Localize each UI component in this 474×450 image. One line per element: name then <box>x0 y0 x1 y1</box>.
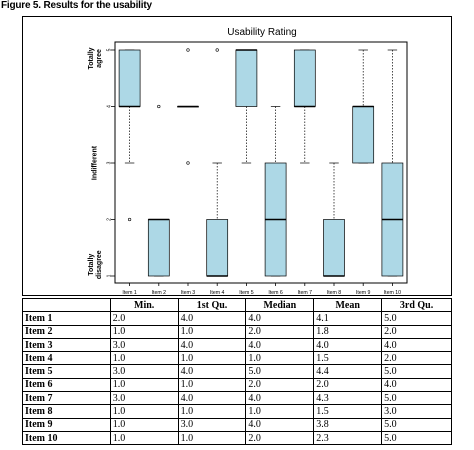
y-level-label-line: agree <box>96 49 103 68</box>
table-cell: 4.0 <box>178 365 246 378</box>
box <box>148 220 169 277</box>
table-row-label: Item 1 <box>23 312 111 325</box>
table-cell: 2.0 <box>110 312 178 325</box>
y-level-label-line: Indifferent <box>91 145 99 181</box>
table-row <box>23 378 452 391</box>
table-cell: 2.0 <box>382 325 452 338</box>
table-row <box>23 431 452 444</box>
table-cell: 4.0 <box>382 338 452 351</box>
x-tick-label: Item 5 <box>239 290 254 296</box>
table-row <box>23 405 452 418</box>
usability-boxplot <box>22 16 452 296</box>
results-table <box>22 298 452 445</box>
table-cell: 1.8 <box>314 325 382 338</box>
figure-caption: Figure 5. Results for the usability <box>1 0 152 11</box>
table-cell: 4.0 <box>382 378 452 391</box>
outlier-point <box>216 49 219 52</box>
table-cell: 1.0 <box>110 405 178 418</box>
box <box>353 107 374 164</box>
table-cell: 4.0 <box>314 338 382 351</box>
table-cell: 2.0 <box>246 378 314 391</box>
table-row-label: Item 10 <box>23 431 111 444</box>
table-cell: 5.0 <box>382 392 452 405</box>
x-tick-label: Item 8 <box>326 290 342 296</box>
results-table-wrapper <box>22 298 452 445</box>
y-label-totally-disagree <box>88 250 103 279</box>
chart-title: Usability Rating <box>227 27 297 38</box>
table-cell: 4.0 <box>246 312 314 325</box>
table-cell: 1.0 <box>178 431 246 444</box>
x-tick-label: Item 4 <box>209 290 225 296</box>
x-tick-label: Item 1 <box>122 290 137 296</box>
table-cell: 5.0 <box>382 312 452 325</box>
table-cell: 1.0 <box>110 418 178 431</box>
table-row <box>23 325 452 338</box>
table-cell: 2.0 <box>246 431 314 444</box>
y-label-indifferent <box>92 145 99 180</box>
table-cell: 4.0 <box>178 312 246 325</box>
y-tick-label: 2 <box>106 218 113 221</box>
box <box>324 220 345 277</box>
table-row-label: Item 8 <box>23 405 111 418</box>
table-cell: 1.0 <box>178 325 246 338</box>
table-cell: 1.0 <box>110 325 178 338</box>
table-row <box>23 312 452 325</box>
table-cell: 5.0 <box>382 365 452 378</box>
table-header-cell <box>23 299 111 312</box>
table-row <box>23 338 452 351</box>
table-row-label: Item 9 <box>23 418 111 431</box>
x-tick-label: Item 10 <box>383 290 402 296</box>
outlier-point <box>158 105 161 108</box>
table-cell: 5.0 <box>246 365 314 378</box>
table-row-label: Item 2 <box>23 325 111 338</box>
box <box>294 50 315 107</box>
table-cell: 2.0 <box>382 352 452 365</box>
y-tick-label: 3 <box>106 161 113 165</box>
table-cell: 3.0 <box>110 338 178 351</box>
table-cell: 4.1 <box>314 312 382 325</box>
x-tick-label: Item 7 <box>297 290 313 296</box>
table-cell: 1.0 <box>178 405 246 418</box>
y-level-label-line: disagree <box>96 250 103 280</box>
table-cell: 3.0 <box>110 365 178 378</box>
table-row-label: Item 7 <box>23 392 111 405</box>
table-cell: 4.0 <box>246 338 314 351</box>
y-tick-label: 4 <box>106 105 113 108</box>
table-body <box>23 312 452 445</box>
table-row-label: Item 5 <box>23 365 111 378</box>
table-cell: 1.0 <box>110 378 178 391</box>
x-tick-label: Item 3 <box>180 290 196 296</box>
table-cell: 4.4 <box>314 365 382 378</box>
table-cell: 3.0 <box>178 418 246 431</box>
outlier-point <box>128 218 131 221</box>
table-header-row <box>23 299 452 312</box>
table-row <box>23 418 452 431</box>
table-cell: 2.0 <box>314 378 382 391</box>
table-row <box>23 365 452 378</box>
y-label-totally-agree <box>88 47 103 69</box>
table-header-cell: Median <box>246 299 314 312</box>
table-cell: 1.0 <box>110 352 178 365</box>
table-cell: 3.8 <box>314 418 382 431</box>
table-cell: 2.0 <box>246 325 314 338</box>
y-tick-label: 5 <box>106 48 113 52</box>
table-header-cell: Min. <box>110 299 178 312</box>
x-tick-label: Item 2 <box>151 290 167 296</box>
table-cell: 4.0 <box>246 418 314 431</box>
table-cell: 3.0 <box>382 405 452 418</box>
table-cell: 4.3 <box>314 392 382 405</box>
table-cell: 1.0 <box>110 431 178 444</box>
x-tick-label: Item 6 <box>268 290 283 296</box>
table-row <box>23 392 452 405</box>
y-level-label-line: Totally <box>88 253 95 276</box>
x-tick-label: Item 9 <box>355 290 371 296</box>
table-row <box>23 352 452 365</box>
table-cell: 1.5 <box>314 352 382 365</box>
table-cell: 1.0 <box>178 352 246 365</box>
table-cell: 1.0 <box>246 405 314 418</box>
table-cell: 2.3 <box>314 431 382 444</box>
table-cell: 4.0 <box>178 392 246 405</box>
table-row-label: Item 4 <box>23 352 111 365</box>
box <box>236 50 257 107</box>
table-row-label: Item 3 <box>23 338 111 351</box>
table-cell: 1.0 <box>178 378 246 391</box>
box <box>119 50 140 107</box>
table-cell: 1.5 <box>314 405 382 418</box>
y-level-label-line: Totally <box>88 47 95 70</box>
table-row-label: Item 6 <box>23 378 111 391</box>
table-header-cell: 3rd Qu. <box>382 299 452 312</box>
table-cell: 3.0 <box>110 392 178 405</box>
y-tick-label: 1 <box>106 274 113 278</box>
outlier-point <box>187 49 190 52</box>
table-cell: 5.0 <box>382 418 452 431</box>
table-cell: 5.0 <box>382 431 452 444</box>
outlier-point <box>187 162 190 165</box>
table-header-cell: Mean <box>314 299 382 312</box>
table-cell: 1.0 <box>246 352 314 365</box>
table-cell: 4.0 <box>246 392 314 405</box>
table-header-cell: 1st Qu. <box>178 299 246 312</box>
table-cell: 4.0 <box>178 338 246 351</box>
box <box>207 220 228 277</box>
